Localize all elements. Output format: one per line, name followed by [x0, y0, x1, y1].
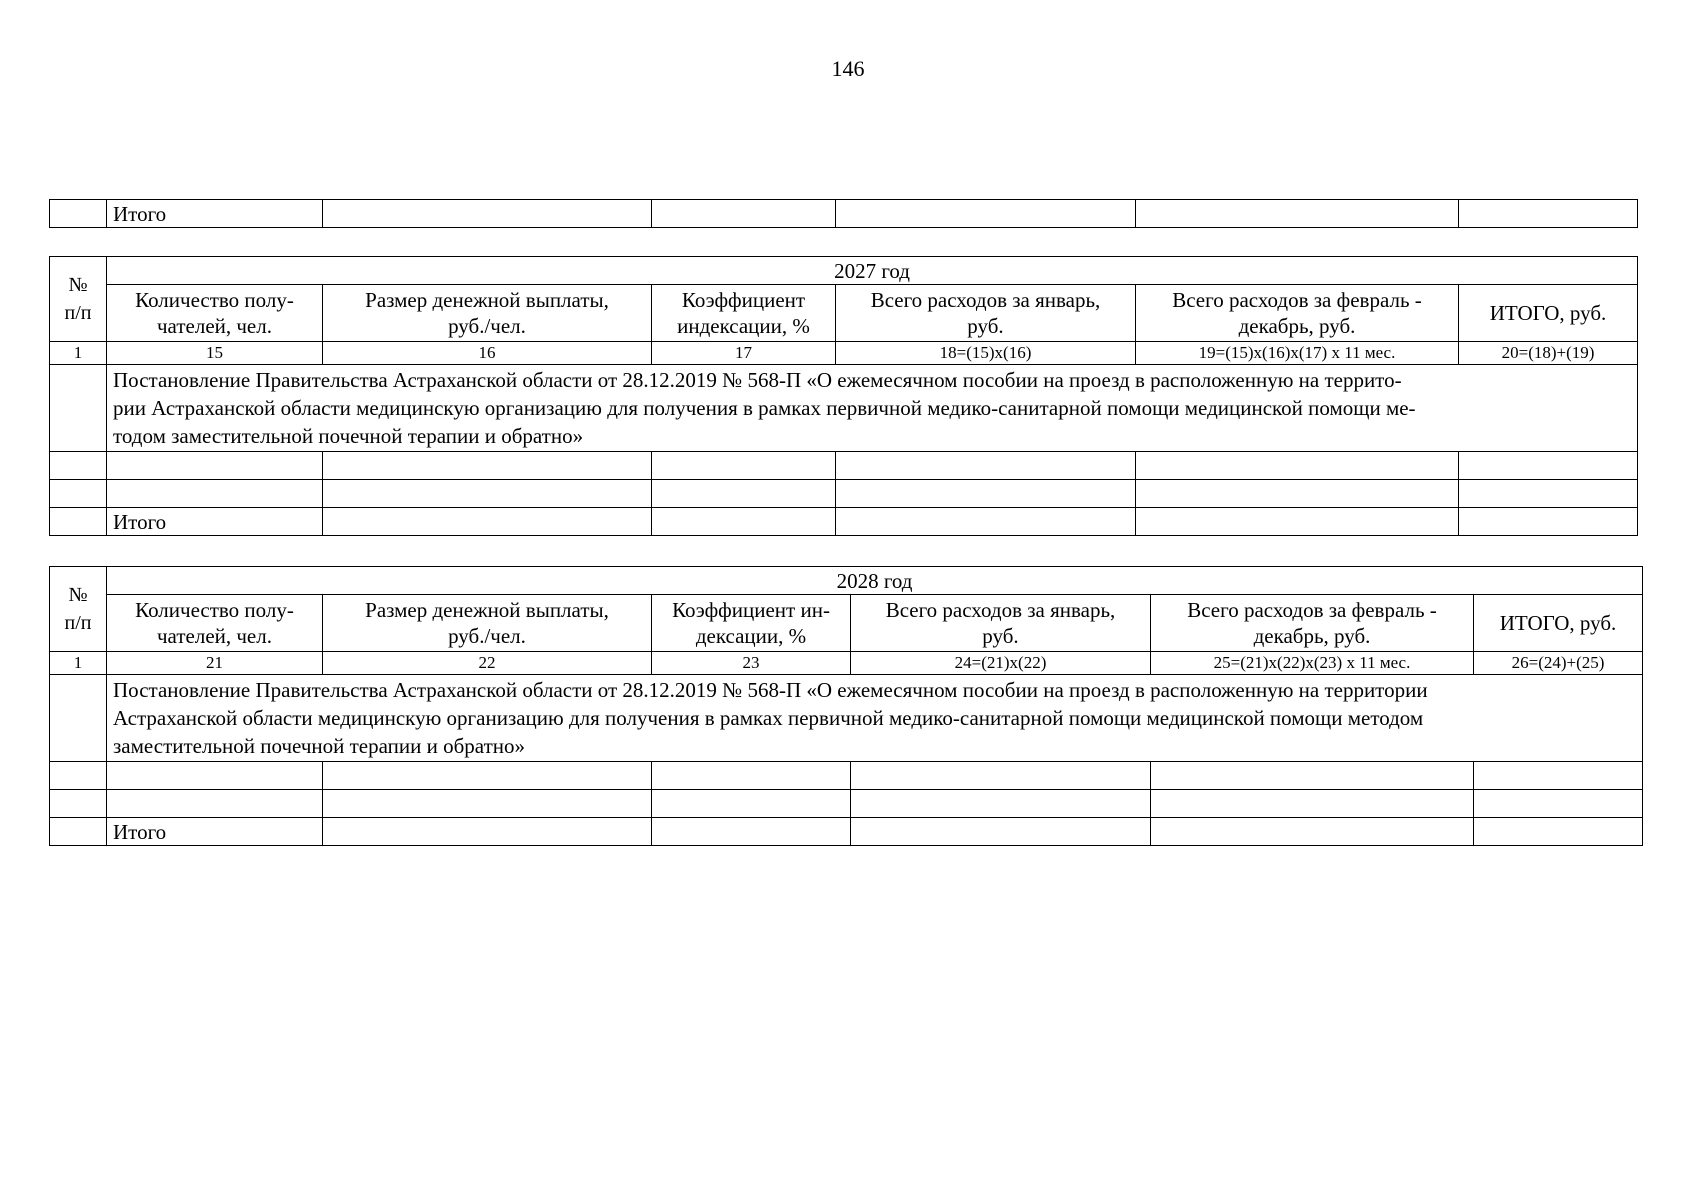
num-cell: 1: [50, 652, 107, 675]
table-row: [50, 790, 1643, 818]
num-cell: 15: [107, 342, 323, 365]
column-headers: [50, 595, 1643, 652]
num-cell: 24=(21)х(22): [851, 652, 1151, 675]
table-row: [50, 452, 1638, 480]
column-numbers: [50, 652, 1643, 675]
year-header: 2028 год: [107, 567, 1643, 595]
description-row: [50, 675, 1643, 762]
col-total: ИТОГО, руб.: [1459, 285, 1638, 342]
col-january: Всего расходов за январь, руб.: [851, 595, 1151, 652]
num-cell: 17: [652, 342, 836, 365]
num-cell: 22: [323, 652, 652, 675]
total-label: Итого: [107, 200, 323, 228]
col-index: Коэффициент индексации, %: [652, 285, 836, 342]
total-label: Итого: [107, 508, 323, 536]
total-row: [50, 818, 1643, 846]
num-cell: 25=(21)х(22)х(23) х 11 мес.: [1151, 652, 1474, 675]
table-row: [50, 762, 1643, 790]
num-cell: 16: [323, 342, 652, 365]
col-total: ИТОГО, руб.: [1474, 595, 1643, 652]
col-index: Коэффициент ин- дексации, %: [652, 595, 851, 652]
column-headers: [50, 285, 1638, 342]
col-feb-dec: Всего расходов за февраль - декабрь, руб.: [1151, 595, 1474, 652]
num-cell: 18=(15)х(16): [836, 342, 1136, 365]
col-payment: Размер денежной выплаты, руб./чел.: [323, 285, 652, 342]
num-cell: 20=(18)+(19): [1459, 342, 1638, 365]
np-header: № п/п: [50, 257, 107, 342]
table-2028: [49, 566, 1643, 846]
previous-table-total: [49, 199, 1638, 228]
page-number: 146: [831, 56, 865, 81]
col-january: Всего расходов за январь, руб.: [836, 285, 1136, 342]
resolution-description: Постановление Правительства Астраханской области от 28.12.2019 № 568-П «О ежемесячном пособии на проезд в расположенную на террито- рии Астраханской области медицинскую организацию для получения в рамках первичной медико-санитарной помощи медицинской помощи ме- тодом заместительной почечной терапии и обратно»: [107, 365, 1638, 452]
column-numbers: [50, 342, 1638, 365]
year-header: 2027 год: [107, 257, 1638, 285]
col-feb-dec: Всего расходов за февраль - декабрь, руб.: [1136, 285, 1459, 342]
num-cell: 23: [652, 652, 851, 675]
np-header: № п/п: [50, 567, 107, 652]
col-recipients: Количество полу- чателей, чел.: [107, 285, 323, 342]
num-cell: 1: [50, 342, 107, 365]
num-cell: 21: [107, 652, 323, 675]
num-cell: 26=(24)+(25): [1474, 652, 1643, 675]
col-payment: Размер денежной выплаты, руб./чел.: [323, 595, 652, 652]
num-cell: 19=(15)х(16)х(17) х 11 мес.: [1136, 342, 1459, 365]
total-label: Итого: [107, 818, 323, 846]
year-row: [50, 257, 1638, 285]
table-2027: [49, 256, 1638, 536]
description-row: [50, 365, 1638, 452]
total-row: [50, 508, 1638, 536]
total-row: [50, 200, 1638, 228]
col-recipients: Количество полу- чателей, чел.: [107, 595, 323, 652]
year-row: [50, 567, 1643, 595]
table-row: [50, 480, 1638, 508]
resolution-description: Постановление Правительства Астраханской области от 28.12.2019 № 568-П «О ежемесячном пособии на проезд в расположенную на территории Астраханской области медицинскую организацию для получения в рамках первичной медико-санитарной помощи медицинской помощи методом заместительной почечной терапии и обратно»: [107, 675, 1643, 762]
